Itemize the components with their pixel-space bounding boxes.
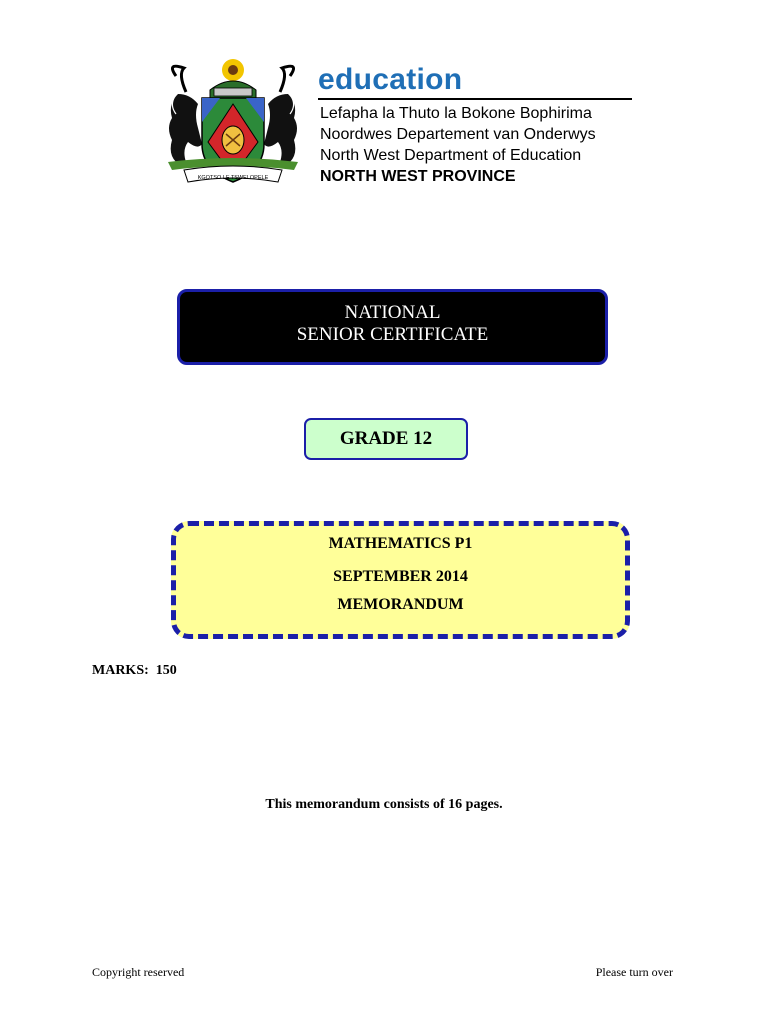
coat-of-arms-logo	[158, 58, 308, 198]
antelope-right	[264, 94, 297, 162]
education-wordmark: education	[318, 63, 463, 96]
grade-box: GRADE 12	[304, 418, 468, 460]
subject-name: MATHEMATICS P1	[328, 535, 473, 552]
department-name-setswana: Lefapha la Thuto la Bokone Bophirima	[320, 105, 592, 122]
title-line-senior-certificate: SENIOR CERTIFICATE	[296, 324, 489, 345]
sunflower-crest	[222, 59, 244, 81]
province-name: NORTH WEST PROVINCE	[320, 168, 516, 185]
document-type: MEMORANDUM	[337, 596, 464, 613]
total-marks: MARKS: 150	[92, 663, 177, 678]
crest-motto: KGOTSO LE TSWELOPELE	[197, 175, 269, 181]
page-count-note: This memorandum consists of 16 pages.	[265, 797, 503, 812]
department-name-english: North West Department of Education	[320, 147, 582, 164]
subject-box	[171, 521, 630, 639]
certificate-title-box	[177, 289, 608, 365]
turn-over-notice: Please turn over	[595, 965, 673, 979]
exam-date: SEPTEMBER 2014	[333, 568, 468, 585]
antelope-left	[169, 94, 202, 162]
header-divider	[318, 98, 632, 100]
copyright-notice: Copyright reserved	[92, 965, 185, 979]
title-line-national: NATIONAL	[344, 302, 441, 323]
department-name-afrikaans: Noordwes Departement van Onderwys	[320, 126, 596, 143]
